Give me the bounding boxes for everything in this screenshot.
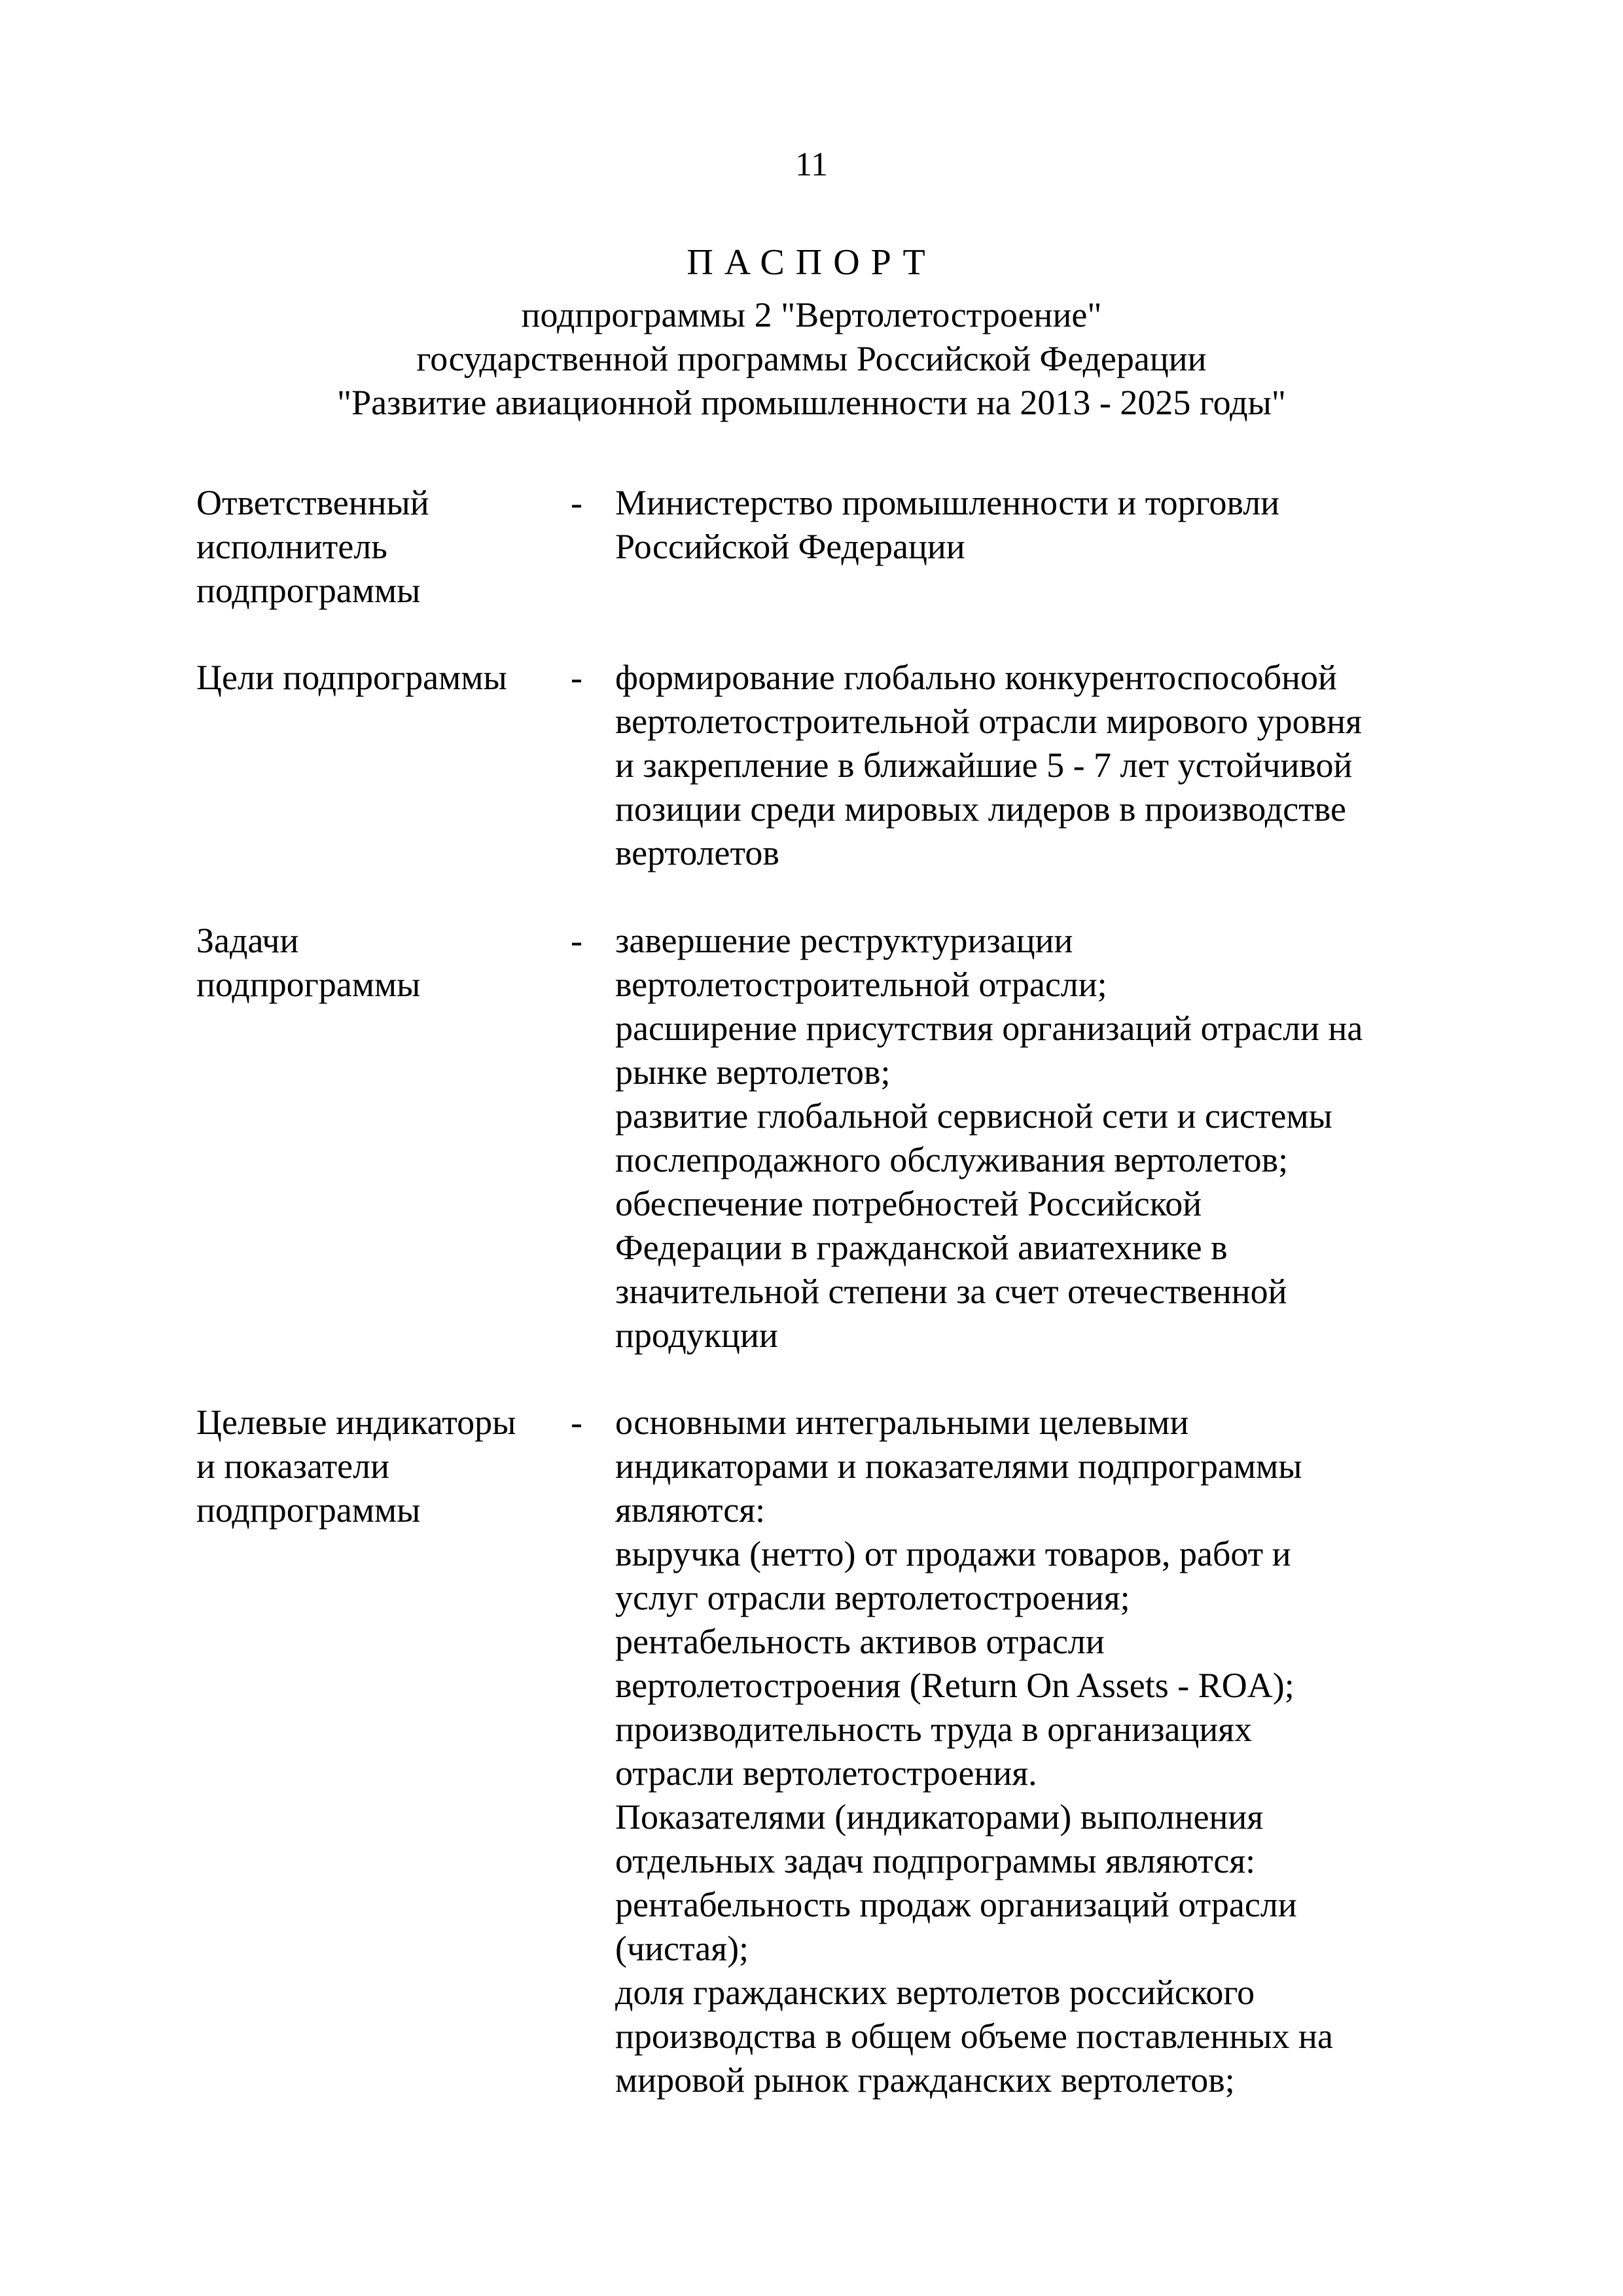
value-line: производства в общем объеме поставленных на [615, 2017, 1333, 2056]
document-subtitle [0, 293, 1623, 425]
value-line: услуг отрасли вертолетостроения; [615, 1578, 1130, 1617]
value-line: рынке вертолетов; [615, 1052, 891, 1092]
value-line: выручка (нетто) от продажи товаров, работ и [615, 1534, 1291, 1573]
value-line: Федерации в гражданской авиатехнике в [615, 1228, 1228, 1267]
value-line: формирование глобально конкурентоспособной [615, 658, 1337, 697]
row-dash: - [571, 1403, 582, 1442]
value-line: продукции [615, 1316, 778, 1355]
subtitle-line: государственной программы Российской Федерации [416, 339, 1207, 378]
subtitle-line: подпрограммы 2 "Вертолетостроение" [521, 295, 1102, 334]
value-line: обеспечение потребностей Российской [615, 1184, 1202, 1223]
value-line: Показателями (индикаторами) выполнения [615, 1797, 1264, 1837]
document-title: ПАСПОРТ [687, 242, 936, 283]
label-line: Цели подпрограммы [196, 658, 507, 697]
value-line: индикаторами и показателями подпрограммы [615, 1446, 1302, 1486]
value-line: отрасли вертолетостроения. [615, 1753, 1037, 1793]
value-line: (чистая); [615, 1929, 749, 1968]
value-line: завершение реструктуризации [615, 921, 1073, 960]
label-line: исполнитель [196, 527, 387, 566]
label-line: и показатели [196, 1446, 389, 1486]
label-line: Ответственный [196, 483, 429, 522]
page-number: 11 [794, 146, 829, 183]
value-line: отдельных задач подпрограммы являются: [615, 1841, 1256, 1880]
value-line: Российской Федерации [615, 527, 965, 566]
label-line: подпрограммы [196, 1490, 421, 1530]
value-line: вертолетов [615, 833, 779, 872]
value-line: Министерство промышленности и торговли [615, 483, 1280, 522]
row-value [615, 656, 1486, 875]
value-line: являются: [615, 1490, 766, 1530]
value-line: доля гражданских вертолетов российского [615, 1973, 1255, 2012]
row-value [615, 481, 1486, 569]
value-line: вертолетостроительной отрасли мирового уровня [615, 702, 1362, 741]
value-line: рентабельность продаж организаций отрасли [615, 1885, 1297, 1924]
row-value [615, 1401, 1486, 2102]
value-line: позиции среди мировых лидеров в производстве [615, 789, 1346, 829]
value-line: вертолетостроительной отрасли; [615, 965, 1107, 1004]
row-value [615, 919, 1486, 1357]
row-label [196, 1401, 563, 1532]
subtitle-line: "Развитие авиационной промышленности на 2013 - 2025 годы" [337, 383, 1286, 422]
value-line: развитие глобальной сервисной сети и системы [615, 1096, 1332, 1136]
value-line: основными интегральными целевыми [615, 1403, 1189, 1442]
label-line: Целевые индикаторы [196, 1403, 516, 1442]
label-line: Задачи [196, 921, 299, 960]
row-label [196, 656, 563, 700]
value-line: мировой рынок гражданских вертолетов; [615, 2060, 1235, 2100]
value-line: значительной степени за счет отечественной [615, 1272, 1287, 1311]
row-label [196, 919, 563, 1007]
row-dash: - [571, 658, 582, 697]
value-line: расширение присутствия организаций отрасли на [615, 1009, 1363, 1048]
label-line: подпрограммы [196, 965, 421, 1004]
value-line: и закрепление в ближайшие 5 - 7 лет устойчивой [615, 745, 1353, 785]
row-dash: - [571, 921, 582, 960]
value-line: вертолетостроения (Return On Assets - ROA); [615, 1666, 1294, 1705]
row-label [196, 481, 563, 613]
value-line: рентабельность активов отрасли [615, 1622, 1105, 1661]
value-line: производительность труда в организациях [615, 1710, 1253, 1749]
value-line: послепродажного обслуживания вертолетов; [615, 1140, 1289, 1179]
label-line: подпрограммы [196, 571, 421, 610]
row-dash: - [571, 483, 582, 522]
